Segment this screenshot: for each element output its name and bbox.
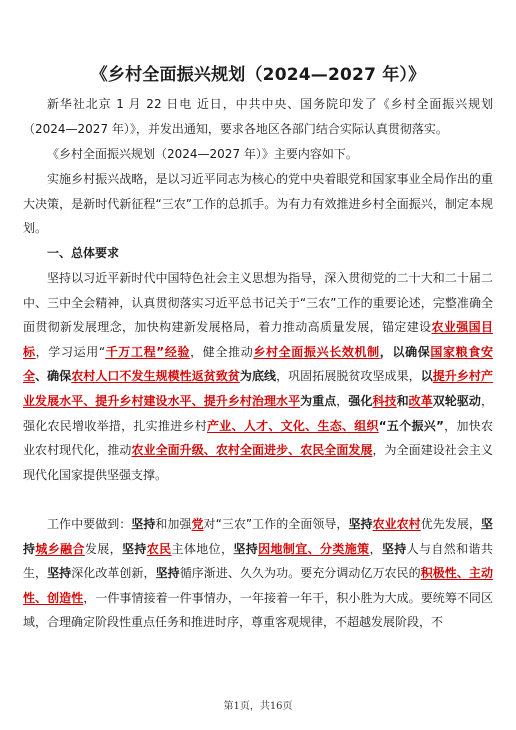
bold-phrase: ，以确保 (379, 344, 431, 359)
text-run: ，为全面建设社会主义现代化国家提供坚强支撑。 (23, 443, 493, 482)
text-run: 优先发展， (420, 517, 481, 531)
highlighted-phrase: 产业、人才、文化、生态、组织 (207, 418, 379, 433)
section-heading: 一、总体要求 (47, 246, 120, 260)
bold-phrase: 为底线 (239, 369, 277, 384)
bold-phrase: 为重点 (300, 393, 337, 408)
work-requirements-paragraph (23, 512, 493, 635)
bold-phrase: 坚持 (233, 541, 259, 556)
text-run: 主体地位， (171, 541, 234, 556)
intro-paragraph: 《乡村全面振兴规划（2024—2027 年）》主要内容如下。 (47, 147, 358, 161)
highlighted-phrase: 因地制宜、分类施策 (258, 541, 370, 556)
text-run: 深化改革创新， (71, 566, 156, 581)
highlighted-phrase: 农村人口不发生规模性返贫致贫 (71, 369, 240, 384)
highlighted-phrase: 城乡融合 (35, 541, 85, 556)
highlighted-phrase: 农民 (146, 541, 172, 556)
text-run: ，一件事情接着一件事情办，一年接着一年干，积小胜为大成。要统筹不同区域，合理确定阶段性重点任务和推进时序，尊重客观规律，不超越发展阶段，不 (23, 590, 493, 630)
text-run: ，健全推动 (190, 344, 254, 359)
highlighted-phrase: 积极性、主动性、创造性 (23, 566, 493, 605)
text-run: 人与自然和谐共生， (23, 541, 493, 581)
bold-phrase: “五个振兴” (378, 418, 444, 433)
text-run: ，学习运用“ (35, 344, 106, 359)
document-title: 《乡村全面振兴规划（2024—2027 年）》 (90, 65, 426, 85)
bold-phrase: 坚持 (47, 566, 72, 581)
text-run: 循序渐进、久久为功。要充分调动亿万农民的 (179, 566, 421, 581)
highlighted-phrase: 千万工程”经验 (105, 344, 191, 359)
bold-phrase: 坚持 (23, 517, 493, 556)
bold-phrase: 双轮驱动 (432, 393, 481, 408)
bold-phrase: 坚持 (348, 517, 373, 531)
highlighted-phrase: 国家粮食安全 (23, 344, 493, 384)
text-run: ， (369, 541, 382, 556)
bold-phrase: 坚持 (381, 541, 407, 556)
news-lead-paragraph: 新华社北京 1 月 22 日电 近日，中共中央、国务院印发了《乡村全面振兴规划（2024—2027 年）》，并发出通知，要求各地区各部门结合实际认真贯彻落实。 (23, 97, 493, 136)
text-run: ，强化农民增收举措，扎实推进乡村 (23, 393, 493, 433)
background-paragraph: 实施乡村振兴战略，是以习近平同志为核心的党中央着眼党和国家事业全局作出的重大决策，是新时代新征程“三农”工作的总抓手。为有力有效推进乡村全面振兴，制定本规划。 (23, 172, 493, 236)
text-run: 和加强 (155, 517, 192, 531)
text-run: ，巩固拓展脱贫攻坚成果， (276, 369, 421, 384)
text-run: 坚持以习近平新时代中国特色社会主义思想为指导，深入贯彻党的二十大和二十届二中、三中全会精神，认真贯彻落实习近平总书记关于“三农”工作的重要论述，完整准确全面贯彻新发展理念，加快构建新发展格局，着力推动高质量发展，锚定建设 (23, 271, 493, 335)
text-run: ， (336, 393, 349, 408)
page-number-footer: 第1页，共16页 (223, 701, 293, 712)
bold-phrase: 强化 (348, 393, 373, 408)
bold-phrase: 和 (396, 393, 409, 408)
bold-phrase: 坚持 (155, 566, 180, 581)
highlighted-phrase: 党 (191, 517, 204, 531)
highlighted-phrase: 改革 (408, 393, 433, 408)
highlighted-phrase: 科技 (372, 393, 397, 408)
highlighted-phrase: 农业农村 (372, 517, 421, 531)
text-run: 对“三农”工作的全面领导， (203, 517, 349, 531)
bold-phrase: 坚持 (122, 541, 147, 556)
text-run: ，加快农业农村现代化，推动 (23, 418, 493, 458)
bold-phrase: 、确保 (35, 369, 72, 384)
guiding-principles-paragraph (23, 266, 493, 487)
bold-phrase: 坚持 (131, 517, 156, 531)
highlighted-phrase: 农业全面升级、农村全面进步、农民全面发展 (131, 443, 373, 458)
text-run: 工作中要做到： (47, 517, 132, 531)
highlighted-phrase: 提升乡村产业发展水平、提升乡村建设水平、提升乡村治理水平 (23, 369, 493, 408)
bold-phrase: 以 (420, 369, 433, 384)
text-run: 发展， (84, 541, 122, 556)
highlighted-phrase: 乡村全面振兴长效机制 (253, 344, 380, 359)
highlighted-phrase: 农业强国目标 (23, 320, 493, 359)
